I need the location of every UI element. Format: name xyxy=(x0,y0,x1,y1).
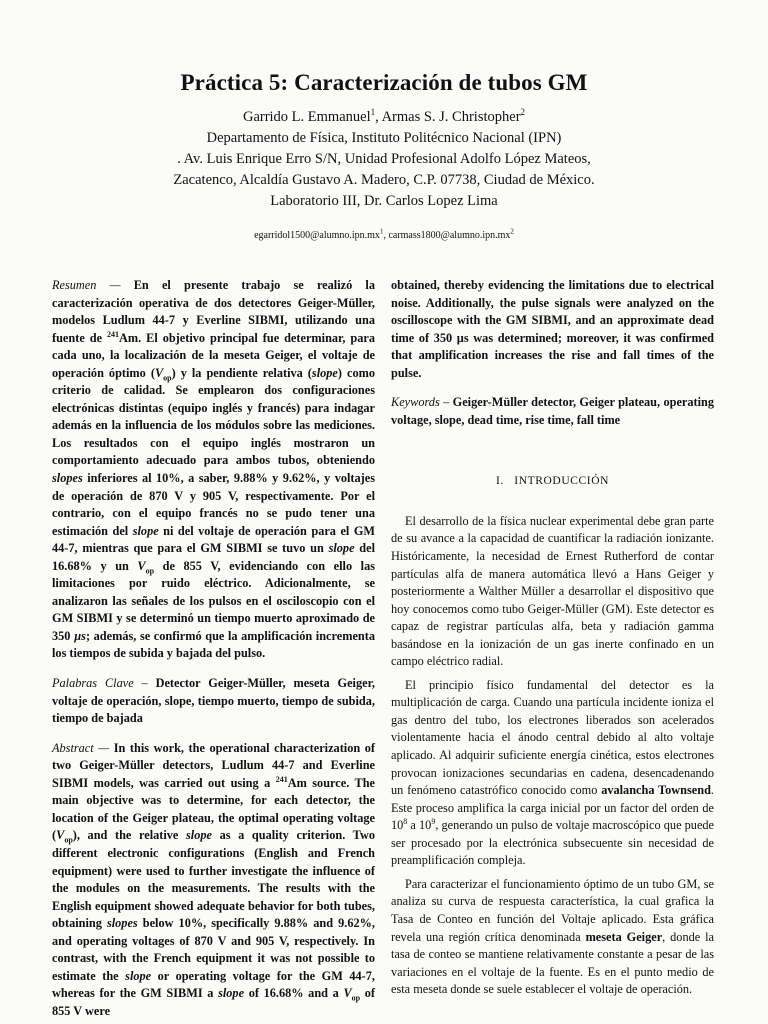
resumen-text: En el presente trabajo se realizó la caracterización operativa de dos detectores Geiger-Müller, modelos Ludlum 44-7 y Everline SIBMI, utilizando una fuente de xyxy=(52,278,375,345)
slope-term: slope xyxy=(186,828,212,843)
intro-text: , generando un pulso de voltaje macroscópico que puede ser procesado por la electrónica subsecuente sin necesidad de preamplificación compleja. xyxy=(391,818,715,868)
resumen-text: ni del voltaje de operación para el GM 44-7, mientras que para el GM SIBMI se tuvo un xyxy=(52,523,375,556)
author-name: Garrido L. Emmanuel xyxy=(242,109,371,125)
abstract-paragraph xyxy=(52,740,375,1021)
slope-term: slope xyxy=(328,541,355,556)
resumen-text: del 16.68% y un xyxy=(52,541,375,573)
abstract-text: of 855 V were xyxy=(52,986,375,1018)
intro-text: Para caracterizar el funcionamiento óptimo de un tubo GM, se analiza su curva de respuesta característica, la cual grafica la Tasa de Conteo en función del Voltaje aplicado. Esta gráfica revela una región crítica denominada xyxy=(391,876,714,944)
abstract-text: ), and the relative xyxy=(72,828,187,843)
abstract-text: of 16.68% and a xyxy=(244,986,344,1001)
palabras-clave-label: Palabras Clave – xyxy=(52,676,156,691)
exponent: 9 xyxy=(431,817,436,827)
intro-paragraph xyxy=(391,876,714,999)
intro-bold-term: avalancha Townsend xyxy=(601,783,711,798)
email-separator: , xyxy=(383,230,389,241)
isotope-superscript: 241 xyxy=(106,329,119,339)
exponent: 8 xyxy=(403,817,408,827)
email-mark: 1 xyxy=(379,227,384,236)
intro-text: El principio físico fundamental del detector es la multiplicación de carga. Cuando una partícula incidente ioniza el gas dentro del tubo, los electrones liberados son acelerados violentamente hacia el ánodo central debido al alto voltaje aplicado. Al adquirir suficiente energía cinética, estos electrones provocan ionizaciones secundarias en cadena, desencadenando un fenómeno catastrófico conocido como xyxy=(391,677,714,798)
slopes-term: slopes xyxy=(52,471,83,486)
intro-text: . Este proceso amplifica la carga inicial por un factor del orden de 10 xyxy=(391,783,714,833)
resumen-text: de 855 V, evidenciando con ello las limitaciones por ruido eléctrico. Adicionalmente, se analizaron las señales de los pulsos en el osciloscopio con el GM SIBMI y se determinó un tiempo muerto aproximado de 350 xyxy=(52,558,375,643)
paper-title: Práctica 5: Caracterización de tubos GM xyxy=(180,70,588,95)
email-mark: 2 xyxy=(510,227,514,236)
section-title: INTRODUCCIÓN xyxy=(514,475,610,488)
affiliation-line: Laboratorio III, Dr. Carlos Lopez Lima xyxy=(270,193,498,209)
symbol-subscript: op xyxy=(163,373,172,383)
email-address: carmass1800@alumno.ipn.mx xyxy=(388,230,511,241)
slope-term: slope xyxy=(132,523,159,538)
resumen-text: ) como criterio de calidad. Se emplearon dos configuraciones electrónicas distintas (equipo inglés y francés) para indagar además en la influencia de los módulos sobre las mediciones. Los resultados con el equipo inglés mostraron un comportamiento adecuado para ambos tubos, obteniendo xyxy=(52,365,375,468)
slope-term: slope xyxy=(311,365,338,380)
affiliation-mark: 1 xyxy=(370,107,376,118)
symbol-subscript: op xyxy=(64,835,73,845)
keywords-text: Geiger-Müller detector, Geiger plateau, operating voltage, slope, dead time, rise time, fall time xyxy=(391,395,715,427)
abstract-text: or operating voltage for the GM 44-7, whereas for the GM SIBMI a xyxy=(52,968,375,1001)
affiliation-line: Departamento de Física, Instituto Politécnico Nacional (IPN) xyxy=(206,130,562,146)
author-name: Armas S. J. Christopher xyxy=(381,109,521,125)
palabras-clave-paragraph xyxy=(52,675,375,728)
symbol-v: V xyxy=(137,558,146,573)
section-number: I. xyxy=(495,475,504,488)
abstract-text: as a quality criterion. Two different electronic configurations (English and French equipment) were used to further investigate the influence of the modules on the measurements. The results with the English equipment showed adequate behavior for both tubes, obtaining xyxy=(52,828,375,931)
resumen-text: Am. El objetivo principal fue determinar, para cada uno, la localización de la meseta Geiger, el voltaje de operación óptimo ( xyxy=(52,330,375,380)
resumen-paragraph xyxy=(52,277,375,663)
symbol-subscript: op xyxy=(351,993,361,1003)
palabras-clave-text: Detector Geiger-Müller, meseta Geiger, voltaje de operación, slope, tiempo muerto, tiempo de subida, tiempo de bajada xyxy=(52,676,375,726)
keywords-paragraph xyxy=(391,394,714,429)
resumen-text: inferiores al 10%, a saber, 9.88% y 9.62%, y voltajes de operación de 870 V y 905 V, respectivamente. Por el contrario, con el equipo francés no se pudo tener una estimación del xyxy=(52,471,375,538)
abstract-label: Abstract — xyxy=(52,740,114,755)
author-block xyxy=(0,107,768,212)
abstract-text: In this work, the operational characterization of two Geiger-Müller detectors, Ludlum 44-7 and Everline SIBMI models, was carried out using a xyxy=(52,740,375,790)
isotope-superscript: 241 xyxy=(275,774,288,784)
author-separator: , xyxy=(375,109,382,125)
email-address: egarridol1500@alumno.ipn.mx xyxy=(254,230,380,241)
intro-paragraph xyxy=(391,677,714,870)
right-column xyxy=(391,277,714,999)
keywords-label: Keywords – xyxy=(391,395,453,410)
slopes-term: slopes xyxy=(106,916,138,931)
resumen-text: ) y la pendiente relativa ( xyxy=(171,365,312,380)
abstract-text: Am source. The main objective was to determine, for each detector, the location of the Geiger plateau, the optimal operating voltage ( xyxy=(52,775,375,843)
resumen-text: ; además, se confirmó que la amplificación incrementa los tiempos de subida y bajada del pulso. xyxy=(52,628,375,661)
symbol-v: V xyxy=(343,986,352,1001)
intro-paragraph: El desarrollo de la física nuclear experimental debe gran parte de su avance a la capacidad de cuantificar la radiación ionizante. Históricamente, la necesidad de Ernest Rutherford de contar partículas alfa de manera automática llevó a Hans Geiger y posteriormente a Walther Müller a desarrollar el dispositivo que hoy conocemos como tubo Geiger-Müller (GM). Este detector es capaz de registrar partículas alfa, beta y radiación gamma basándose en la ionización de un gas inerte confinado en un campo eléctrico radial. xyxy=(391,513,714,669)
intro-text: , donde la tasa de conteo se mantiene relativamente constante a pesar de las variaciones en el voltaje de la fuente. Es en el punto medio de esta meseta donde se suele establecer el voltaje de operación. xyxy=(391,929,714,997)
left-column xyxy=(52,277,375,1020)
unit-microseconds: µs xyxy=(74,628,86,643)
symbol-v: V xyxy=(56,828,65,843)
affiliation-mark: 2 xyxy=(520,107,526,118)
symbol-subscript: op xyxy=(145,566,155,576)
section-heading xyxy=(391,473,714,491)
intro-bold-term: meseta Geiger xyxy=(585,929,663,944)
affiliation-line: . Av. Luis Enrique Erro S/N, Unidad Profesional Adolfo López Mateos, xyxy=(177,151,591,167)
abstract-text: below 10%, specifically 9.88% and 9.62%, and operating voltages of 870 V and 905 V, respectively. In contrast, with the French equipment it was not possible to estimate the xyxy=(52,916,376,983)
abstract-text: obtained, thereby evidencing the limitations due to electrical noise. Additionally, the pulse signals were analyzed on the oscilloscope with the GM SIBMI, and an approximate dead time of 350 µs was determined; moreover, it was confirmed that amplification increases the rise and fall times of the pulse. xyxy=(391,278,714,380)
slope-term: slope xyxy=(125,968,152,983)
symbol-v: V xyxy=(154,365,164,380)
author-line xyxy=(0,107,768,128)
resumen-label: Resumen — xyxy=(52,278,134,292)
email-line xyxy=(0,227,768,241)
slope-term: slope xyxy=(218,986,245,1001)
affiliation-line: Zacatenco, Alcaldía Gustavo A. Madero, C.P. 07738, Ciudad de México. xyxy=(173,172,595,188)
intro-text: a 10 xyxy=(407,818,432,833)
abstract-continuation xyxy=(391,277,714,382)
